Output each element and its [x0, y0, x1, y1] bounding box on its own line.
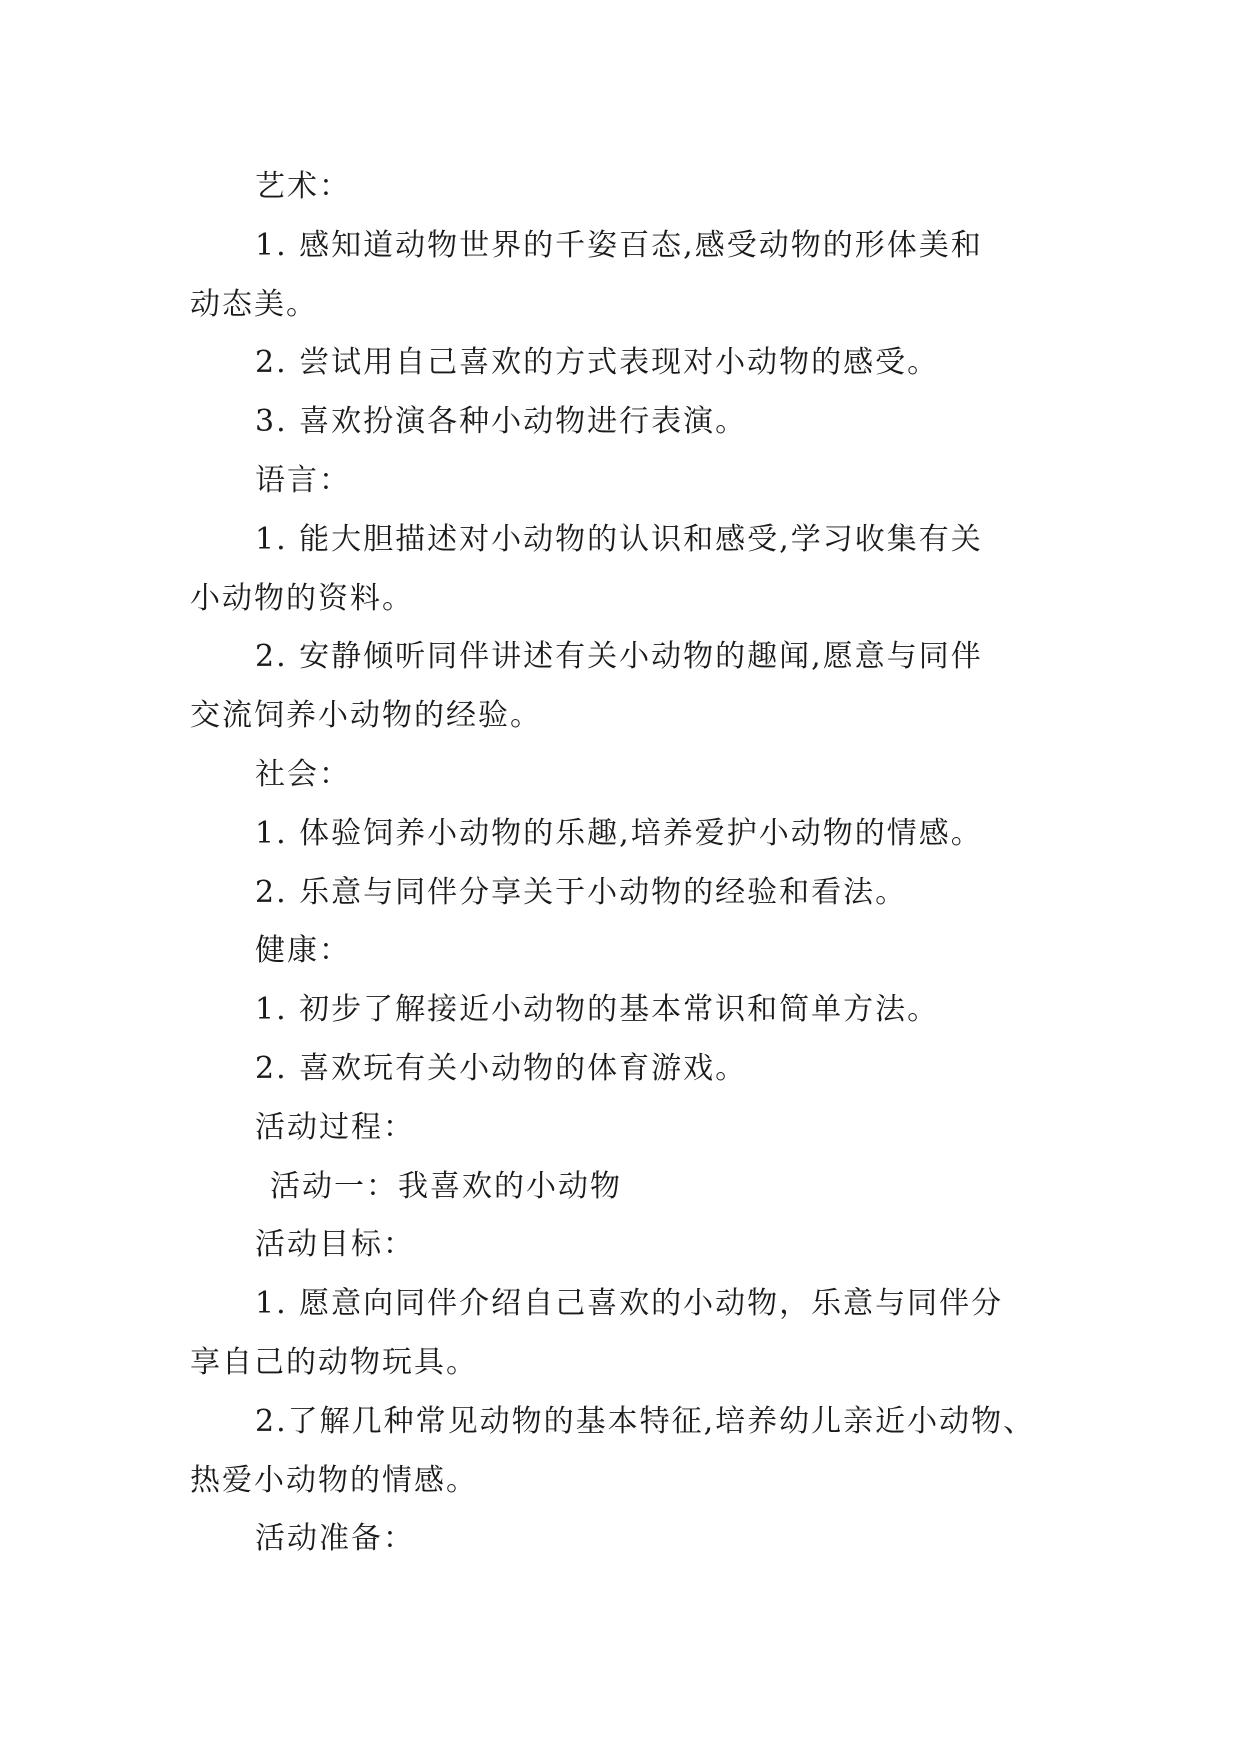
- section-heading-society: 社会：: [255, 756, 351, 792]
- paragraph-line: 享自己的动物玩具。: [190, 1344, 478, 1380]
- section-heading-language: 语言：: [255, 462, 351, 498]
- paragraph-line: 2. 尝试用自己喜欢的方式表现对小动物的感受。: [255, 345, 940, 381]
- section-heading-health: 健康：: [255, 933, 351, 969]
- paragraph-line: 1. 愿意向同伴介绍自己喜欢的小动物，乐意与同伴分: [255, 1286, 1004, 1322]
- paragraph-line: 3. 喜欢扮演各种小动物进行表演。: [255, 404, 748, 440]
- paragraph-line: 1. 感知道动物世界的千姿百态,感受动物的形体美和: [255, 227, 983, 263]
- paragraph-line: 1. 体验饲养小动物的乐趣,培养爱护小动物的情感。: [255, 815, 983, 851]
- section-heading-process: 活动过程：: [255, 1109, 415, 1145]
- paragraph-line: 小动物的资料。: [190, 580, 414, 616]
- paragraph-line: 2.了解几种常见动物的基本特征,培养幼儿亲近小动物、: [255, 1403, 1036, 1439]
- document-body: [190, 158, 1070, 1569]
- paragraph-line: 交流饲养小动物的经验。: [190, 698, 542, 734]
- paragraph-line: 1. 能大胆描述对小动物的认识和感受,学习收集有关: [255, 521, 983, 557]
- activity-title: 活动一：我喜欢的小动物: [270, 1168, 622, 1204]
- paragraph-line: 2. 乐意与同伴分享关于小动物的经验和看法。: [255, 874, 908, 910]
- paragraph-line: 1. 初步了解接近小动物的基本常识和简单方法。: [255, 992, 940, 1028]
- section-heading-preparation: 活动准备：: [255, 1521, 415, 1557]
- paragraph-line: 动态美。: [190, 286, 318, 322]
- paragraph-line: 热爱小动物的情感。: [190, 1462, 478, 1498]
- paragraph-line: 2. 喜欢玩有关小动物的体育游戏。: [255, 1050, 748, 1086]
- section-heading-goals: 活动目标：: [255, 1227, 415, 1263]
- section-heading-art: 艺术：: [255, 169, 351, 204]
- paragraph-line: 2. 安静倾听同伴讲述有关小动物的趣闻,愿意与同伴: [255, 639, 983, 675]
